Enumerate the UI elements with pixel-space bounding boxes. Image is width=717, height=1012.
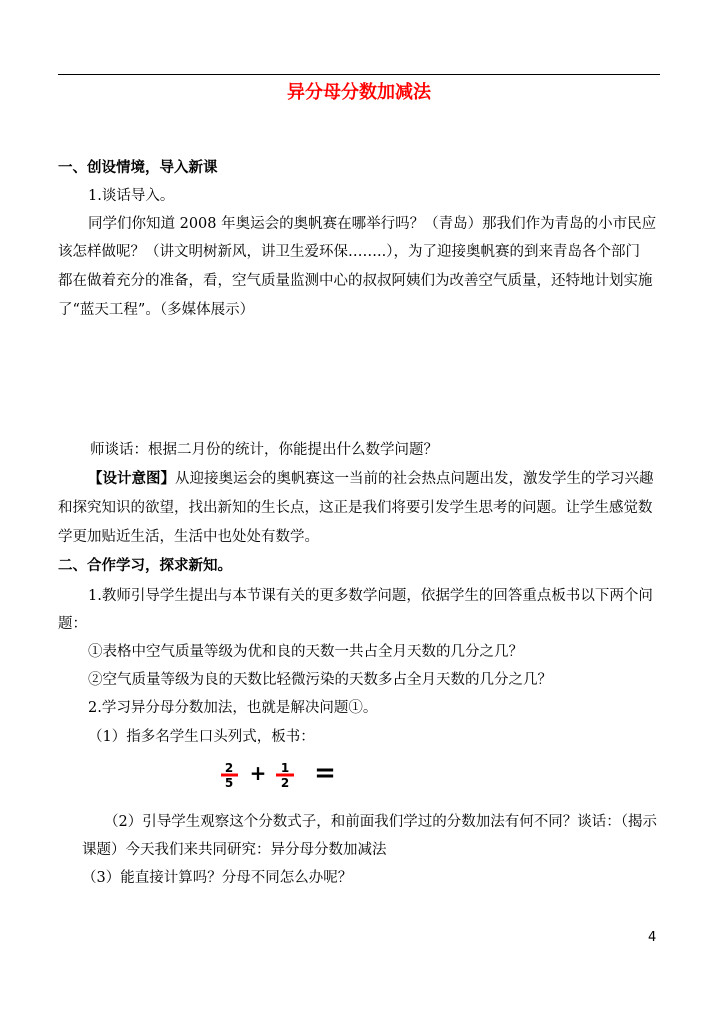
section-heading-1: 一、创设情境，导入新课 xyxy=(58,160,218,176)
paragraph-line: 题： xyxy=(58,616,87,632)
paragraph-line: 都在做着充分的准备，看，空气质量监测中心的叔叔阿姨们为改善空气质量，还特地计划实施 xyxy=(58,273,653,289)
paragraph-line: 师谈话：根据二月份的统计，你能提出什么数学问题？ xyxy=(90,442,438,458)
header-rule xyxy=(58,74,660,75)
plus-sign: + xyxy=(249,761,267,785)
paragraph-line: 该怎样做呢？（讲文明树新风，讲卫生爱环保……..），为了迎接奥帆赛的到来青岛各个部门 xyxy=(58,244,640,260)
design-intent-line xyxy=(88,469,654,489)
paragraph-line: （2）引导学生观察这个分数式子，和前面我们学过的分数加法有何不同？谈话：（揭示 xyxy=(104,814,657,830)
page-number: 4 xyxy=(648,930,657,945)
paragraph-line: 和探究知识的欲望，找出新知的生长点，这正是我们将要引发学生思考的问题。让学生感觉数 xyxy=(58,500,653,516)
fraction-1-numerator: 2 xyxy=(224,761,234,775)
paragraph-line: 1.谈话导入。 xyxy=(88,188,175,204)
fraction-2-denominator: 2 xyxy=(280,776,290,790)
fraction-1-denominator: 5 xyxy=(224,776,234,790)
paragraph-line: 了“蓝天工程”。（多媒体展示） xyxy=(58,302,255,318)
design-intent-text: 从迎接奥运会的奥帆赛这一当前的社会热点问题出发，激发学生的学习兴趣 xyxy=(175,471,654,487)
paragraph-line: 1.教师引导学生提出与本节课有关的更多数学问题，依据学生的回答重点板书以下两个问 xyxy=(88,588,653,604)
question-item-1: ①表格中空气质量等级为优和良的天数一共占全月天数的几分之几？ xyxy=(88,644,523,660)
section-heading-2: 二、合作学习，探求新知。 xyxy=(58,558,232,574)
paragraph-line: （1）指多名学生口头列式，板书： xyxy=(88,729,315,745)
paragraph-line: 2.学习异分母分数加法，也就是解决问题①。 xyxy=(88,700,378,716)
equals-sign: = xyxy=(314,760,336,788)
question-item-2: ②空气质量等级为良的天数比轻微污染的天数多占全月天数的几分之几？ xyxy=(88,672,552,688)
document-title: 异分母分数加减法 xyxy=(287,82,431,103)
fraction-expression xyxy=(215,760,345,790)
paragraph-line: 课题）今天我们来共同研究：异分母分数加减法 xyxy=(82,842,387,858)
paragraph-line: 学更加贴近生活，生活中也处处有数学。 xyxy=(58,529,319,545)
design-intent-label: 【设计意图】 xyxy=(88,471,175,487)
fraction-2-numerator: 1 xyxy=(280,761,290,775)
paragraph-line: （3）能直接计算吗？分母不同怎么办呢？ xyxy=(82,870,353,886)
paragraph-line: 同学们你知道 2008 年奥运会的奥帆赛在哪举行吗？（青岛）那我们作为青岛的小市民应 xyxy=(88,216,657,232)
